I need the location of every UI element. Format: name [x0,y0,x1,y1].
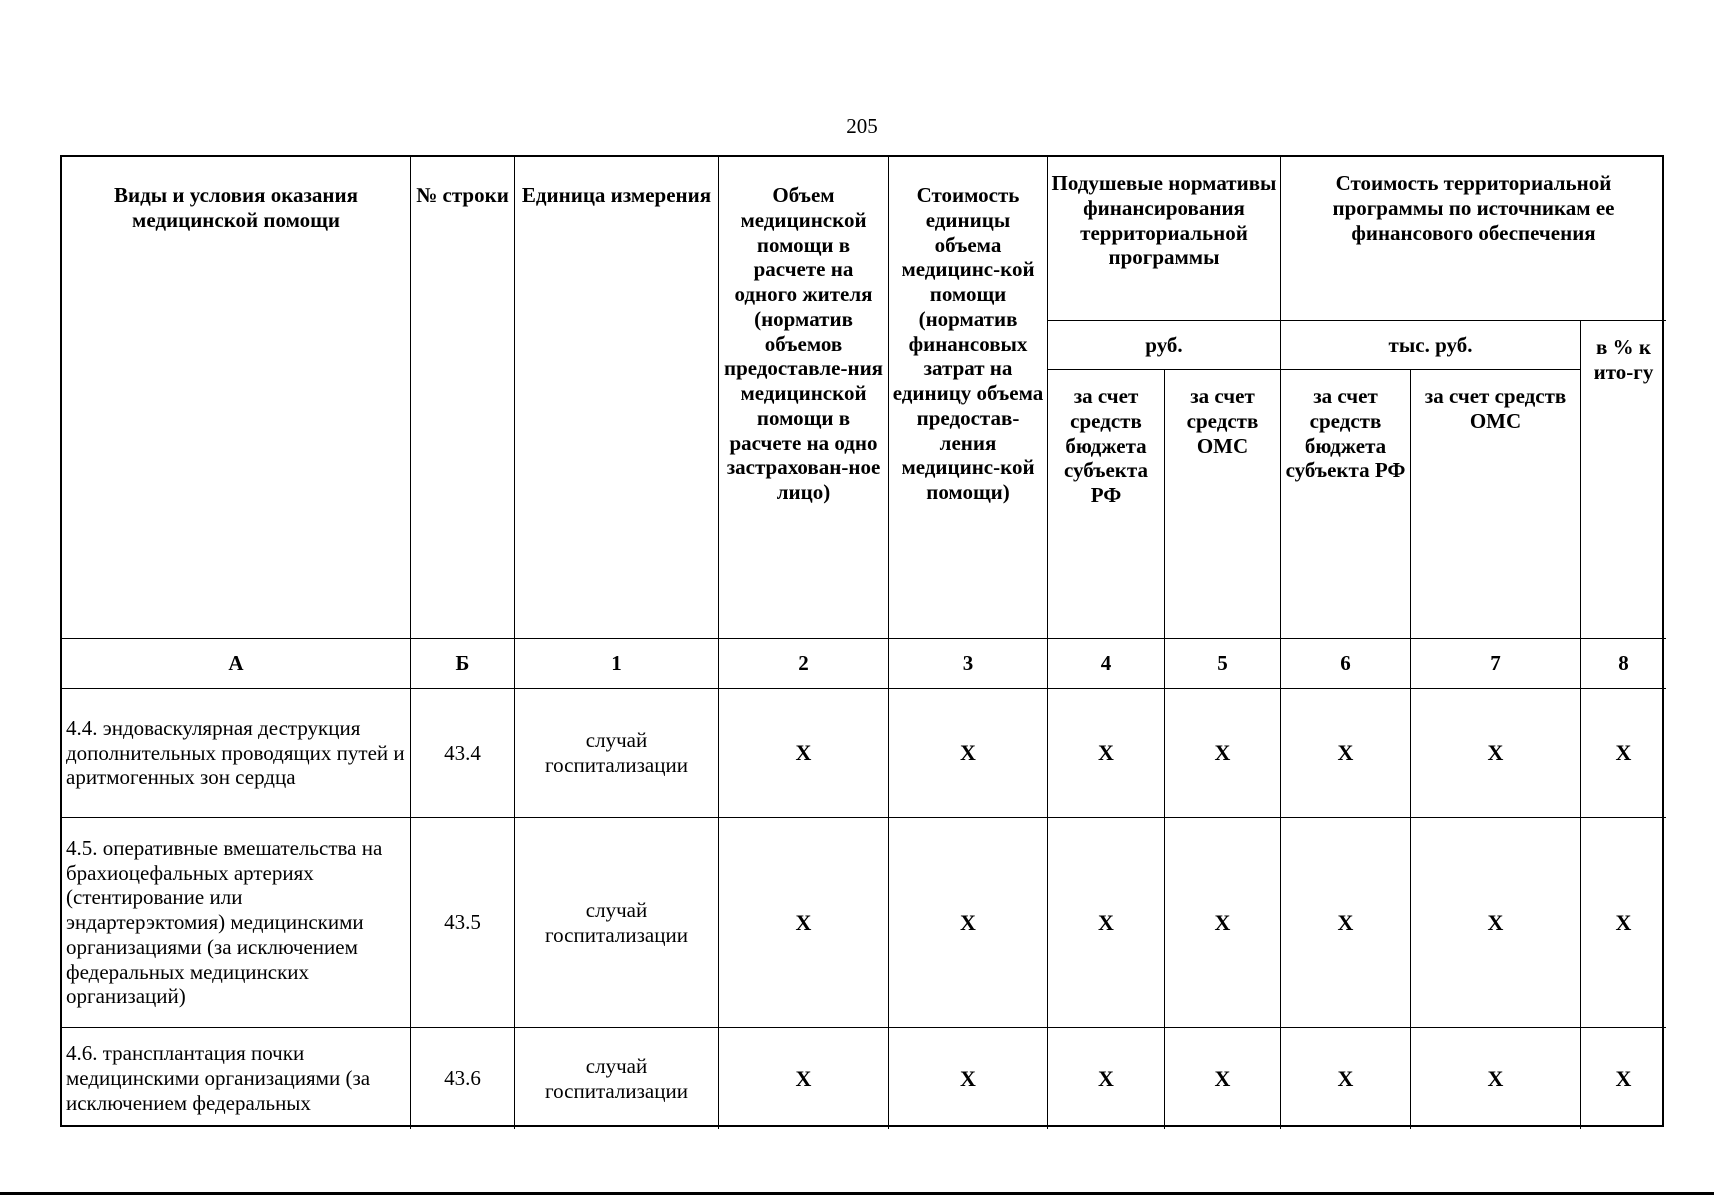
header-volume-per-resident: Объем медицинской помощи в расчете на одного жителя (норматив объемов предоставле-ния медицинской помощи в расчете на одно застрахован-ное лицо) [719,157,889,639]
table-cell-value: X [1411,689,1581,818]
table-cell-value: X [1165,1028,1281,1129]
column-number: 5 [1165,639,1281,689]
table-cell-value: X [1281,818,1411,1028]
table-row-number: 43.5 [411,818,515,1028]
header-unit-cost: Стоимость единицы объема медицинс-кой помощи (норматив финансовых затрат на единицу объема предостав-ления медицинс-кой помощи) [889,157,1048,639]
header-row-number: № строки [411,157,515,639]
table-cell-value: X [1165,818,1281,1028]
header-per-capita-group: Подушевые нормативы финансирования территориальной программы [1048,157,1281,321]
table-row-unit: случай госпитализации [515,1028,719,1129]
column-number: 7 [1411,639,1581,689]
header-unit: Единица измерения [515,157,719,639]
column-number: 8 [1581,639,1666,689]
table-row-number: 43.4 [411,689,515,818]
table-cell-value: X [719,689,889,818]
table-cell-value: X [1581,689,1666,818]
table-row-name: 4.5. оперативные вмешательства на брахиоцефальных артериях (стентирование или эндартерэктомия) медицинскими организациями (за исключением федеральных медицинских организаций) [62,818,411,1028]
table-cell-value: X [1281,1028,1411,1129]
table-cell-value: X [1048,818,1165,1028]
column-number: 6 [1281,639,1411,689]
header-budget-thousand: за счет средств бюджета субъекта РФ [1281,370,1411,639]
header-care-types: Виды и условия оказания медицинской помощи [62,157,411,639]
table-cell-value: X [1048,1028,1165,1129]
financing-table [60,155,1664,1127]
column-number: 3 [889,639,1048,689]
table-cell-value: X [1411,1028,1581,1129]
table-row-unit: случай госпитализации [515,818,719,1028]
table-row-unit: случай госпитализации [515,689,719,818]
column-number: Б [411,639,515,689]
column-number: 2 [719,639,889,689]
header-budget-rub: за счет средств бюджета субъекта РФ [1048,370,1165,639]
table-row-name: 4.4. эндоваскулярная деструкция дополнительных проводящих путей и аритмогенных зон сердца [62,689,411,818]
table-cell-value: X [889,818,1048,1028]
column-number: 1 [515,639,719,689]
header-program-cost-group: Стоимость территориальной программы по источникам ее финансового обеспечения [1281,157,1666,321]
table-row-name: 4.6. трансплантация почки медицинскими организациями (за исключением федеральных [62,1028,411,1129]
header-percent-total: в % к ито-гу [1581,321,1666,639]
table-cell-value: X [719,818,889,1028]
page-bottom-edge [0,1192,1714,1195]
page-number: 205 [846,114,878,138]
column-number: 4 [1048,639,1165,689]
table-cell-value: X [889,689,1048,818]
header-oms-rub: за счет средств ОМС [1165,370,1281,639]
column-number: А [62,639,411,689]
table-cell-value: X [1048,689,1165,818]
table-cell-value: X [1615,1065,1632,1091]
header-oms-thousand: за счет средств ОМС [1411,370,1581,639]
table-cell-value: X [1581,818,1666,1028]
table-cell-value: X [1281,689,1411,818]
header-unit-rub: руб. [1048,321,1281,370]
table-row-number: 43.6 [411,1028,515,1129]
table-cell-value: X [1165,689,1281,818]
table-cell-value: X [889,1028,1048,1129]
table-cell-value: X [719,1028,889,1129]
header-unit-thousand-rub: тыс. руб. [1281,321,1581,370]
table-cell-value: X [1411,818,1581,1028]
